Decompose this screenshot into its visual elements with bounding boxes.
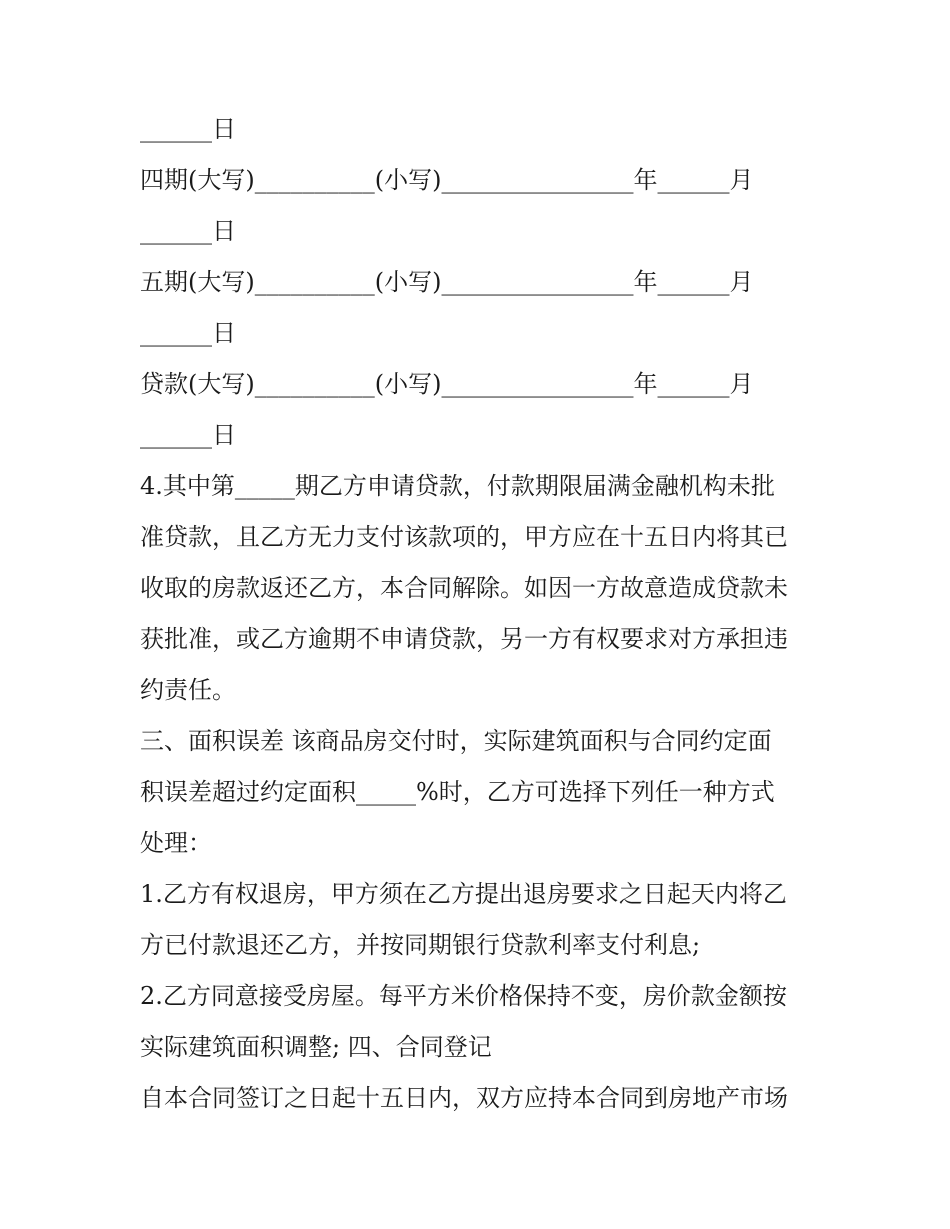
text-line: 四期(大写)__________(小写)________________年______月: [140, 166, 754, 194]
text-line: 积误差超过约定面积_____%时，乙方可选择下列任一种方式: [140, 778, 775, 806]
text-line: 1.乙方有权退房，甲方须在乙方提出退房要求之日起天内将乙: [140, 880, 787, 908]
text-line: 处理：: [140, 829, 212, 857]
text-line: 实际建筑面积调整; 四、合同登记: [140, 1033, 492, 1061]
text-line: 方已付款退还乙方，并按同期银行贷款利率支付利息;: [140, 931, 701, 959]
text-line: ______日: [140, 217, 236, 245]
text-line: 准贷款，且乙方无力支付该款项的，甲方应在十五日内将其已: [140, 523, 788, 551]
text-line: 自本合同签订之日起十五日内，双方应持本合同到房地产市场: [140, 1084, 788, 1112]
text-line: 贷款(大写)__________(小写)________________年______月: [140, 370, 754, 398]
text-line: 2.乙方同意接受房屋。每平方米价格保持不变，房价款金额按: [140, 982, 787, 1010]
text-line: 4.其中第_____期乙方申请贷款，付款期限届满金融机构未批: [140, 472, 775, 500]
text-line: 获批准，或乙方逾期不申请贷款，另一方有权要求对方承担违: [140, 625, 788, 653]
text-line: 收取的房款返还乙方，本合同解除。如因一方故意造成贷款未: [140, 574, 788, 602]
text-line: ______日: [140, 319, 236, 347]
document-body: [140, 104, 820, 1124]
text-line: 三、面积误差 该商品房交付时，实际建筑面积与合同约定面: [140, 727, 772, 755]
text-line: ______日: [140, 421, 236, 449]
text-line: ______日: [140, 115, 236, 143]
text-line: 约责任。: [140, 676, 236, 704]
text-line: 五期(大写)__________(小写)________________年______月: [140, 268, 754, 296]
